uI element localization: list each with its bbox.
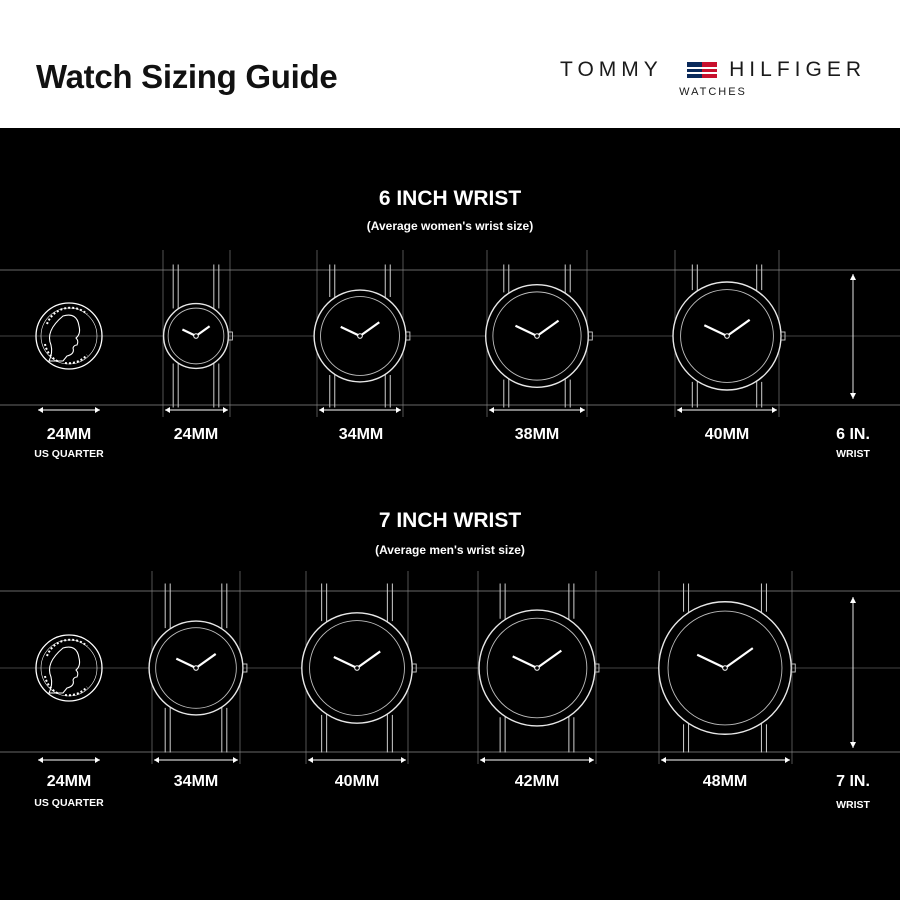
portrait-icon <box>49 315 80 361</box>
arrow-head <box>489 407 494 413</box>
arrow-head <box>165 407 170 413</box>
coin-lettering-icon <box>47 308 87 324</box>
brand-subtitle: WATCHES <box>679 86 747 98</box>
coin-lettering-icon <box>65 687 87 695</box>
arrow-head <box>319 407 324 413</box>
section-subtitle: (Average men's wrist size) <box>375 543 525 557</box>
section-subtitle: (Average women's wrist size) <box>366 219 534 233</box>
arrow-head <box>850 274 856 280</box>
hand-pivot <box>535 666 540 671</box>
arrow-head <box>772 407 777 413</box>
arrow-head <box>401 757 406 763</box>
arrow-head <box>223 407 228 413</box>
arrow-head <box>38 407 43 413</box>
arrow-head <box>38 757 43 763</box>
arrow-head <box>589 757 594 763</box>
arrow-head <box>850 597 856 603</box>
section-title: 7 INCH WRIST <box>378 509 522 532</box>
sizing-drawing <box>0 250 900 764</box>
watch-size-label: 40MM <box>334 773 380 790</box>
arrow-head <box>480 757 485 763</box>
arrow-head <box>396 407 401 413</box>
watch-size-label: 42MM <box>514 773 560 790</box>
arrow-head <box>850 393 856 399</box>
wrist-name-label: WRIST <box>836 448 870 460</box>
coin-name-label: US QUARTER <box>34 797 104 809</box>
wrist-name-label: WRIST <box>836 799 870 811</box>
hand-pivot <box>535 334 540 339</box>
brand-name-right: HILFIGER <box>729 58 866 81</box>
hand-pivot <box>355 666 360 671</box>
hand-pivot <box>723 666 728 671</box>
arrow-head <box>677 407 682 413</box>
coin-size-label: 24MM <box>46 773 92 790</box>
hand-pivot <box>194 666 199 671</box>
coin-name-label: US QUARTER <box>34 448 104 460</box>
arrow-head <box>233 757 238 763</box>
watch-size-label: 34MM <box>338 426 384 443</box>
arrow-head <box>95 757 100 763</box>
coin-size-label: 24MM <box>46 426 92 443</box>
page-title: Watch Sizing Guide <box>36 58 338 95</box>
arrow-head <box>580 407 585 413</box>
watch-size-label: 48MM <box>702 773 748 790</box>
watch-size-label: 34MM <box>173 773 219 790</box>
hand-pivot <box>358 334 363 339</box>
arrow-head <box>850 742 856 748</box>
coin-lettering-icon <box>47 640 87 656</box>
wrist-size-label: 7 IN. <box>836 773 870 790</box>
watch-size-label: 40MM <box>704 426 750 443</box>
brand-name-left: TOMMY <box>560 58 663 81</box>
arrow-head <box>154 757 159 763</box>
portrait-icon <box>49 647 80 693</box>
watch-size-label: 38MM <box>514 426 560 443</box>
hand-pivot <box>725 334 730 339</box>
wrist-size-label: 6 IN. <box>836 426 870 443</box>
coin-lettering-icon <box>65 355 87 363</box>
arrow-head <box>95 407 100 413</box>
hand-pivot <box>194 334 199 339</box>
arrow-head <box>308 757 313 763</box>
arrow-head <box>785 757 790 763</box>
watch-size-label: 24MM <box>173 426 219 443</box>
arrow-head <box>661 757 666 763</box>
section-title: 6 INCH WRIST <box>378 187 522 210</box>
